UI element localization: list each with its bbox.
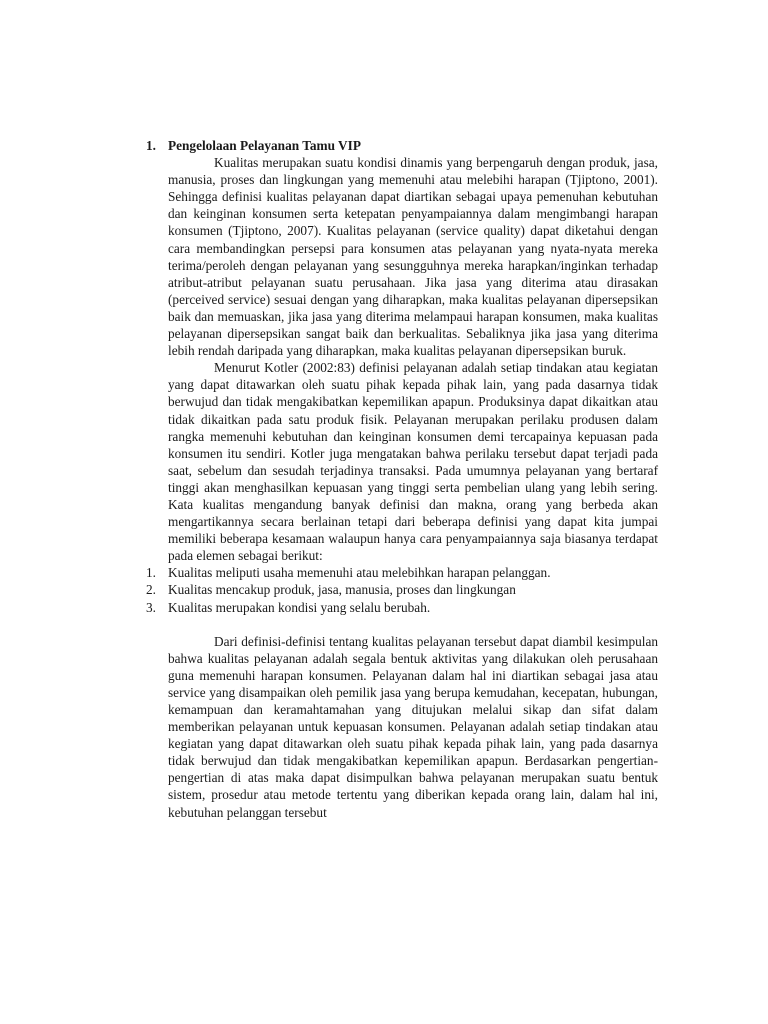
paragraph-quality-definition: Kualitas merupakan suatu kondisi dinamis yang berpengaruh dengan produk, jasa, manusia, proses dan lingkungan yang memenuhi atau melebihi harapan (Tjiptono, 2001). Sehingga definisi kualitas pelayanan dapat diartikan sebagai upaya pemenuhan kebutuhan dan keinginan konsumen serta ketepatan penyampaiannya dalam mengimbangi harapan konsumen (Tjiptono, 2007). Kualitas pelayanan (service quality) dapat diketahui dengan cara membandingkan persepsi para konsumen atas pelayanan yang nyata-nyata mereka terima/peroleh dengan pelayanan yang sesungguhnya mereka harapkan/inginkan terhadap atribut-atribut pelayanan suatu perusahaan. Jika jasa yang diterima atau dirasakan (perceived service) sesuai dengan yang diharapkan, maka kualitas pelayanan dipersepsikan baik dan memuaskan, jika jasa yang diterima melampaui harapan konsumen, maka kualitas pelayanan dipersepsikan sangat baik dan berkualitas. Sebaliknya jika jasa yang diterima lebih rendah daripada yang diharapkan, maka kualitas pelayanan dipersepsikan buruk. — [168, 155, 658, 359]
list-item-text: Kualitas merupakan kondisi yang selalu berubah. — [168, 599, 431, 615]
quality-elements-list — [146, 564, 658, 615]
paragraph-spacer — [168, 616, 658, 633]
list-item — [146, 581, 658, 598]
section-number: 1. — [146, 138, 156, 153]
list-item — [146, 599, 658, 616]
section-heading — [146, 137, 658, 154]
document-content — [146, 137, 658, 821]
list-item-text: Kualitas mencakup produk, jasa, manusia, proses dan lingkungan — [168, 582, 516, 598]
section-title: Pengelolaan Pelayanan Tamu VIP — [168, 138, 361, 153]
list-item-number: 2. — [146, 582, 156, 598]
list-item-number: 3. — [146, 599, 156, 615]
paragraph-conclusion: Dari definisi-definisi tentang kualitas pelayanan tersebut dapat diambil kesimpulan bahwa kualitas pelayanan adalah segala bentuk aktivitas yang dilakukan oleh perusahaan guna memenuhi harapan konsumen. Pelayanan dalam hal ini diartikan sebagai jasa atau service yang disampaikan oleh pemilik jasa yang berupa kemudahan, kecepatan, hubungan, kemampuan dan keramahtamahan yang ditujukan melalui sikap dan sifat dalam memberikan pelayanan untuk kepuasan konsumen. Pelayanan adalah setiap tindakan atau kegiatan yang dapat ditawarkan oleh suatu pihak kepada pihak lain, yang pada dasarnya tidak berwujud dan tidak mengakibatkan kepemilikan apapun. Berdasarkan pengertian-pengertian di atas maka dapat disimpulkan bahwa pelayanan merupakan suatu bentuk sistem, prosedur atau metode tertentu yang diberikan kepada orang lain, dalam hal ini, kebutuhan pelanggan tersebut — [168, 633, 658, 820]
list-item-text: Kualitas meliputi usaha memenuhi atau melebihkan harapan pelanggan. — [168, 565, 551, 581]
list-item-number: 1. — [146, 565, 156, 581]
paragraph-kotler-definition: Menurut Kotler (2002:83) definisi pelayanan adalah setiap tindakan atau kegiatan yang dapat ditawarkan oleh suatu pihak kepada pihak lain, yang pada dasarnya tidak berwujud dan tidak mengakibatkan kepemilikan apapun. Produksinya dapat dikaitkan atau tidak dikaitkan pada satu produk fisik. Pelayanan merupakan perilaku produsen dalam rangka memenuhi kebutuhan dan keinginan konsumen demi tercapainya kepuasan pada konsumen itu sendiri. Kotler juga mengatakan bahwa perilaku tersebut dapat terjadi pada saat, sebelum dan sesudah terjadinya transaksi. Pada umumnya pelayanan yang bertaraf tinggi akan menghasilkan kepuasan yang tinggi serta pembelian ulang yang lebih sering. Kata kualitas mengandung banyak definisi dan makna, orang yang berbeda akan mengartikannya secara berlainan tetapi dari beberapa definisi yang dapat kita jumpai memiliki beberapa kesamaan walaupun hanya cara penyampaiannya saja biasanya terdapat pada elemen sebagai berikut: — [168, 360, 658, 564]
section-body — [146, 154, 658, 821]
list-item — [146, 564, 658, 581]
